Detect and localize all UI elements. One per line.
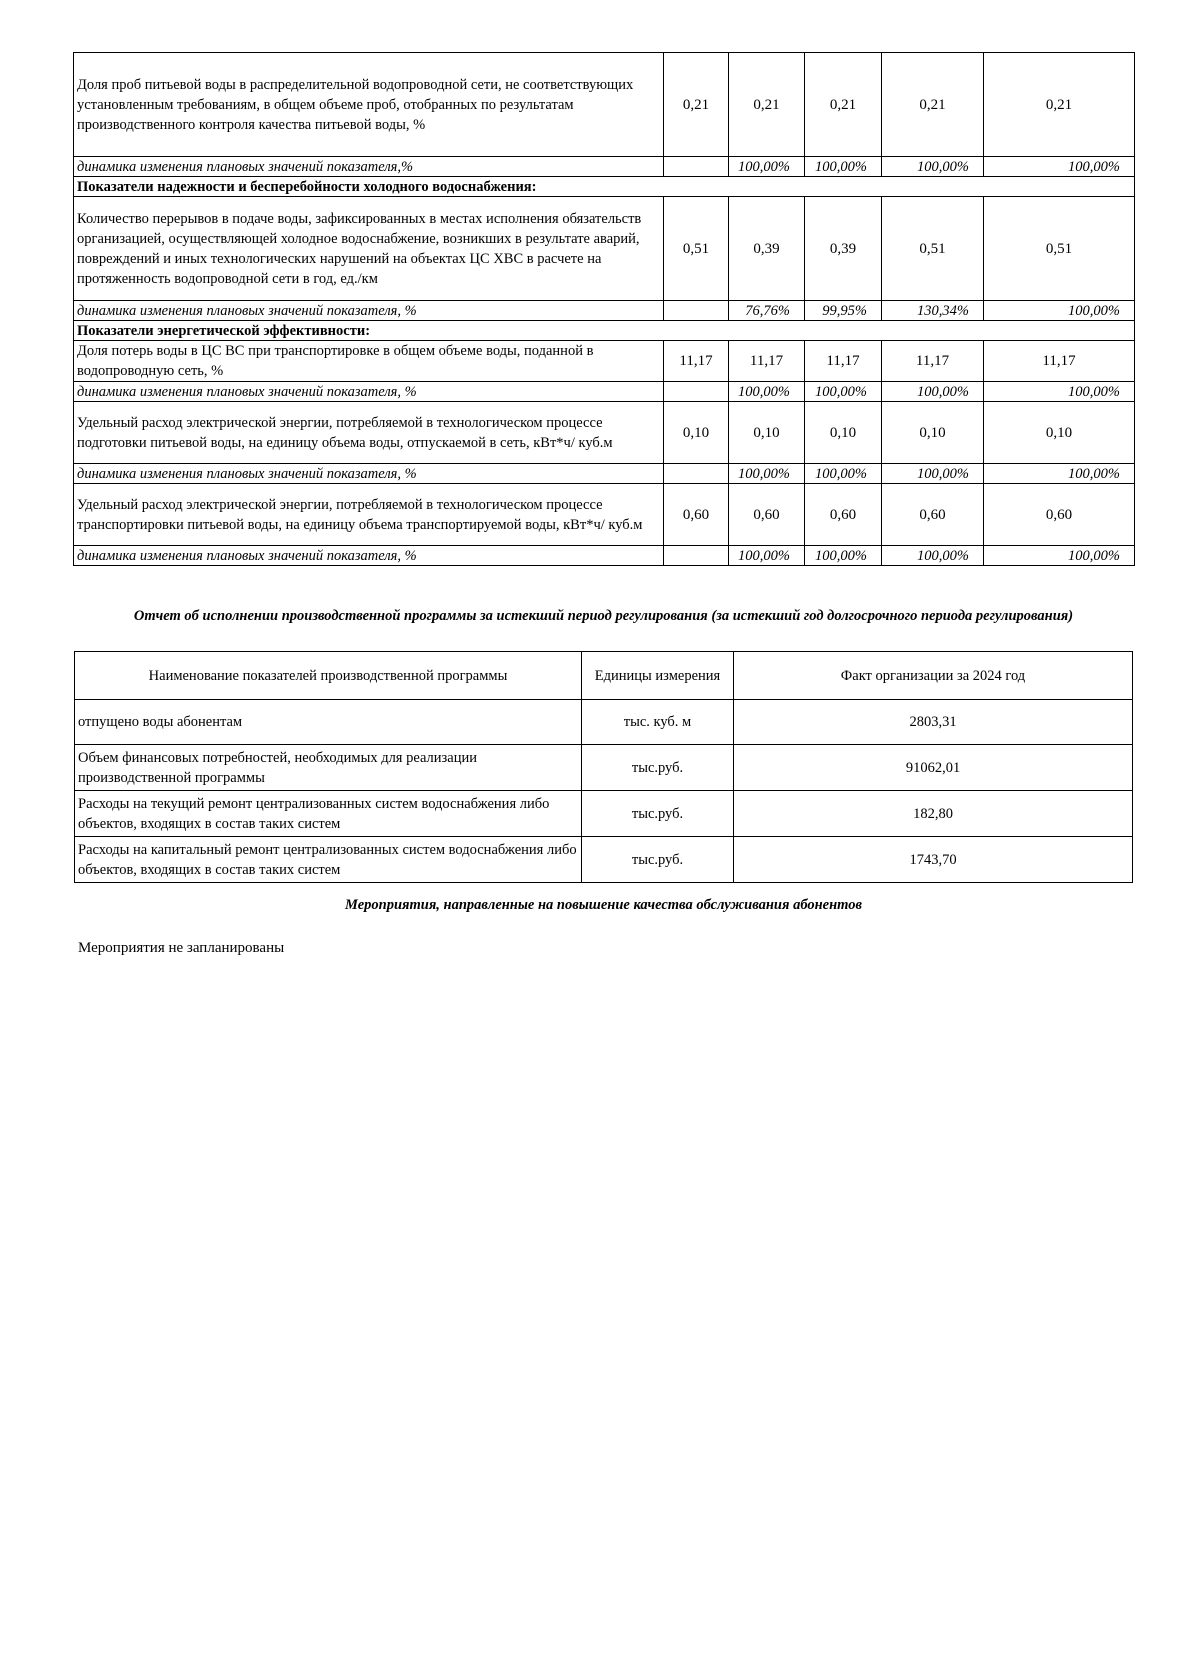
dynamic-value: 100,00% <box>729 157 805 177</box>
indicator-value: 0,39 <box>805 197 882 301</box>
report-value: 91062,01 <box>734 745 1133 791</box>
report-label: отпущено воды абонентам <box>75 700 582 745</box>
measures-text: Мероприятия не запланированы <box>78 940 285 956</box>
report-label: Расходы на капитальный ремонт централизованных систем водоснабжения либо объектов, входящих в состав таких систем <box>75 837 582 883</box>
table-row <box>74 484 1135 546</box>
dynamic-value <box>664 157 729 177</box>
indicator-value: 0,21 <box>664 53 729 157</box>
section-heading: Показатели энергетической эффективности: <box>74 321 1135 341</box>
indicator-value: 0,21 <box>984 53 1135 157</box>
dynamic-label: динамика изменения плановых значений показателя,% <box>74 157 664 177</box>
indicator-value: 0,60 <box>882 484 984 546</box>
dynamic-value: 100,00% <box>729 382 805 402</box>
dynamic-value: 100,00% <box>984 382 1135 402</box>
indicator-value: 0,10 <box>664 402 729 464</box>
indicator-value: 11,17 <box>984 341 1135 382</box>
indicator-value: 0,21 <box>882 53 984 157</box>
table-row <box>74 321 1135 341</box>
dynamic-value: 100,00% <box>882 382 984 402</box>
indicator-label: Доля потерь воды в ЦС ВС при транспортировке в общем объеме воды, поданной в водопроводную сеть, % <box>74 341 664 382</box>
column-header: Единицы измерения <box>582 652 734 700</box>
indicator-value: 0,21 <box>729 53 805 157</box>
table-row <box>75 837 1133 883</box>
dynamic-value: 76,76% <box>729 301 805 321</box>
report-label: Объем финансовых потребностей, необходимых для реализации производственной программы <box>75 745 582 791</box>
dynamic-value: 100,00% <box>984 157 1135 177</box>
dynamic-value: 100,00% <box>805 157 882 177</box>
measures-caption: Мероприятия, направленные на повышение качества обслуживания абонентов <box>345 897 862 913</box>
indicator-value: 0,10 <box>805 402 882 464</box>
indicator-value: 0,10 <box>984 402 1135 464</box>
table-row <box>74 157 1135 177</box>
table-row <box>74 341 1135 382</box>
dynamic-label: динамика изменения плановых значений показателя, % <box>74 464 664 484</box>
dynamic-value: 100,00% <box>984 301 1135 321</box>
section-heading: Показатели надежности и бесперебойности холодного водоснабжения: <box>74 177 1135 197</box>
indicator-label: Доля проб питьевой воды в распределительной водопроводной сети, не соответствующих установленным требованиям, в общем объеме проб, отобранных по результатам производственного контроля качества питьевой воды, % <box>74 53 664 157</box>
column-header: Факт организации за 2024 год <box>734 652 1133 700</box>
table-row <box>75 791 1133 837</box>
dynamic-value <box>664 301 729 321</box>
indicator-value: 11,17 <box>729 341 805 382</box>
dynamic-value: 100,00% <box>882 464 984 484</box>
dynamic-label: динамика изменения плановых значений показателя, % <box>74 546 664 566</box>
table-row <box>75 700 1133 745</box>
report-value: 182,80 <box>734 791 1133 837</box>
indicator-value: 0,21 <box>805 53 882 157</box>
table-row <box>75 745 1133 791</box>
table-row <box>74 197 1135 301</box>
dynamic-label: динамика изменения плановых значений показателя, % <box>74 382 664 402</box>
table-header-row <box>75 652 1133 700</box>
report-unit: тыс. куб. м <box>582 700 734 745</box>
report-table <box>74 651 1133 883</box>
report-unit: тыс.руб. <box>582 837 734 883</box>
indicator-value: 0,60 <box>729 484 805 546</box>
dynamic-value: 130,34% <box>882 301 984 321</box>
dynamic-label: динамика изменения плановых значений показателя, % <box>74 301 664 321</box>
indicator-value: 0,60 <box>805 484 882 546</box>
indicator-value: 0,60 <box>984 484 1135 546</box>
indicator-value: 0,51 <box>882 197 984 301</box>
dynamic-value: 100,00% <box>984 546 1135 566</box>
dynamic-value: 99,95% <box>805 301 882 321</box>
dynamic-value <box>664 546 729 566</box>
indicator-value: 0,10 <box>729 402 805 464</box>
indicator-value: 0,51 <box>984 197 1135 301</box>
indicator-label: Количество перерывов в подаче воды, зафиксированных в местах исполнения обязательств организацией, осуществляющей холодное водоснабжение, возникших в результате аварий, повреждений и иных технологических нарушений на объектах ЦС ХВС в расчете на протяженность водопроводной сети в год, ед./км <box>74 197 664 301</box>
report-value: 1743,70 <box>734 837 1133 883</box>
report-value: 2803,31 <box>734 700 1133 745</box>
indicator-value: 11,17 <box>882 341 984 382</box>
report-unit: тыс.руб. <box>582 745 734 791</box>
dynamic-value: 100,00% <box>805 382 882 402</box>
table-row <box>74 53 1135 157</box>
indicators-table <box>73 52 1135 566</box>
indicator-value: 0,39 <box>729 197 805 301</box>
dynamic-value <box>664 382 729 402</box>
table-row <box>74 464 1135 484</box>
report-label: Расходы на текущий ремонт централизованных систем водоснабжения либо объектов, входящих в состав таких систем <box>75 791 582 837</box>
dynamic-value: 100,00% <box>984 464 1135 484</box>
table-row <box>74 402 1135 464</box>
dynamic-value: 100,00% <box>882 157 984 177</box>
report-caption: Отчет об исполнении производственной программы за истекший период регулирования (за истекший год долгосрочного периода регулирования) <box>133 608 1074 624</box>
table-row <box>74 301 1135 321</box>
indicator-value: 0,60 <box>664 484 729 546</box>
indicator-value: 0,10 <box>882 402 984 464</box>
dynamic-value: 100,00% <box>729 546 805 566</box>
dynamic-value: 100,00% <box>805 464 882 484</box>
table-row <box>74 177 1135 197</box>
indicator-label: Удельный расход электрической энергии, потребляемой в технологическом процессе транспортировки питьевой воды, на единицу объема транспортируемой воды, кВт*ч/ куб.м <box>74 484 664 546</box>
indicator-label: Удельный расход электрической энергии, потребляемой в технологическом процессе подготовки питьевой воды, на единицу объема воды, отпускаемой в сеть, кВт*ч/ куб.м <box>74 402 664 464</box>
dynamic-value: 100,00% <box>882 546 984 566</box>
column-header: Наименование показателей производственной программы <box>75 652 582 700</box>
indicator-value: 0,51 <box>664 197 729 301</box>
table-row <box>74 382 1135 402</box>
report-unit: тыс.руб. <box>582 791 734 837</box>
table-row <box>74 546 1135 566</box>
indicator-value: 11,17 <box>664 341 729 382</box>
dynamic-value: 100,00% <box>805 546 882 566</box>
dynamic-value: 100,00% <box>729 464 805 484</box>
indicator-value: 11,17 <box>805 341 882 382</box>
dynamic-value <box>664 464 729 484</box>
